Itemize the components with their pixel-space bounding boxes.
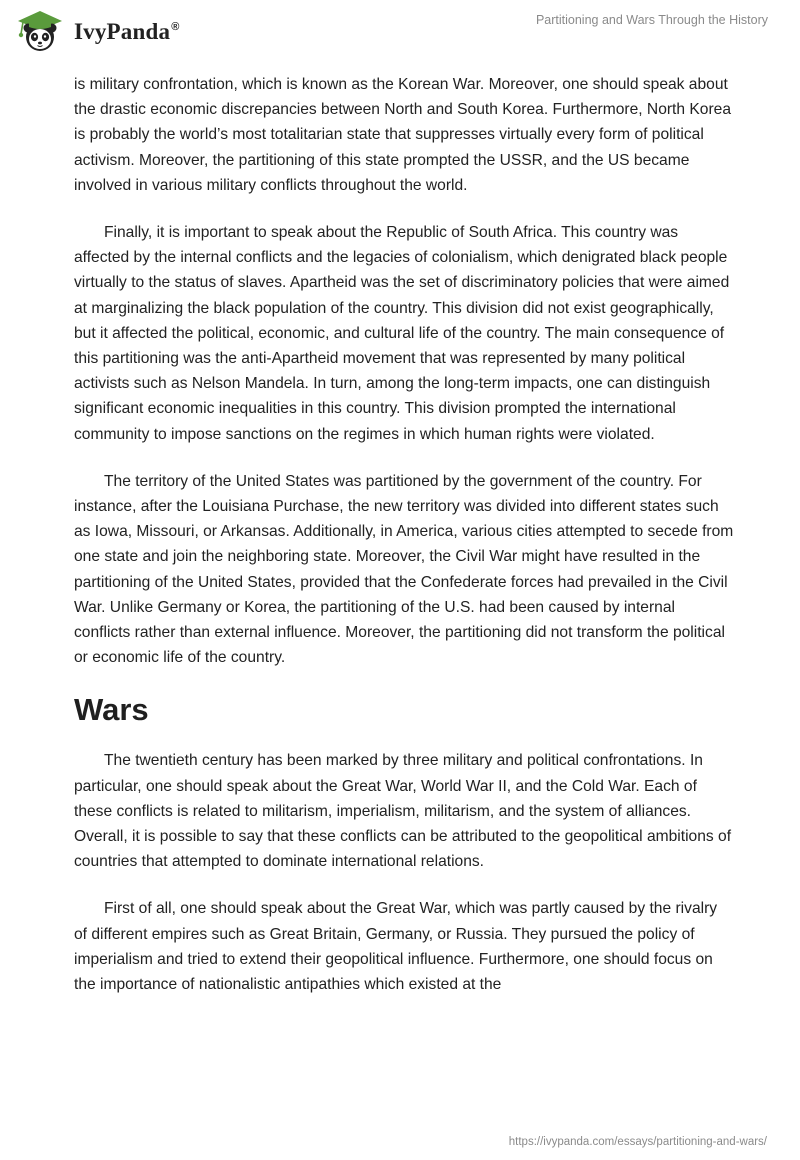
paragraph-great-war: First of all, one should speak about the Great War, which was partly caused by the rivalry of different empires such as Great Britain, Germany, or Russia. They pursued the policy of imperialism and tried to extend their geopolitical influence. Furthermore, one should focus on the importance of nationalistic antipathies which existed at the xyxy=(74,900,718,994)
footer-source-url[interactable]: https://ivypanda.com/essays/partitioning-and-wars/ xyxy=(508,1136,767,1148)
paragraph-south-africa: Finally, it is important to speak about the Republic of South Africa. This country was affected by the internal conflicts and the legacies of colonialism, which denigrated black people virtually to the status of slaves. Apartheid was the set of discriminatory policies that were aimed at marginalizing the black population of the country. This division did not exist geographically, but it affected the political, economic, and cultural life of the country. The main consequence of this partitioning was the anti-Apartheid movement that was represented by many political activists such as Nelson Mandela. In turn, among the long-term impacts, one can distinguish significant economic inequalities in this country. This division prompted the international community to impose sanctions on the regimes in which human rights were violated. xyxy=(74,224,730,443)
essay-content xyxy=(74,72,734,1019)
page-header xyxy=(0,0,800,70)
brand-name: IvyPanda® xyxy=(74,19,180,44)
panda-graduate-icon xyxy=(14,8,70,56)
document-title: Partitioning and Wars Through the History xyxy=(535,13,768,27)
brand-logo[interactable] xyxy=(14,8,180,56)
section-heading-wars: Wars xyxy=(74,692,149,728)
paragraph-korea: is military confrontation, which is known as the Korean War. Moreover, one should speak about the drastic economic discrepancies between North and South Korea. Furthermore, North Korea is probably the world’s most totalitarian state that suppresses virtually every form of political activism. Moreover, the partitioning of this state prompted the USSR, and the US became involved in various military conflicts throughout the world. xyxy=(74,76,732,194)
registered-mark: ® xyxy=(171,21,180,34)
paragraph-twentieth-century: The twentieth century has been marked by three military and political confrontations. In particular, one should speak about the Great War, World War II, and the Cold War. Each of these conflicts is related to militarism, imperialism, militarism, and the system of alliances. Overall, it is possible to say that these conflicts can be attributed to the geopolitical ambitions of countries that attempted to dominate international relations. xyxy=(74,752,732,871)
paragraph-united-states: The territory of the United States was partitioned by the government of the country. For instance, after the Louisiana Purchase, the new territory was divided into different states such as Iowa, Missouri, or Arkansas. Additionally, in America, various cities attempted to secede from one state and join the neighboring state. Moreover, the Civil War might have resulted in the partitioning of the United States, provided that the Confederate forces had prevailed in the Civil War. Unlike Germany or Korea, the partitioning of the U.S. had been caused by internal conflicts rather than external influence. Moreover, the partitioning did not transform the political or economic life of the country. xyxy=(74,472,734,667)
